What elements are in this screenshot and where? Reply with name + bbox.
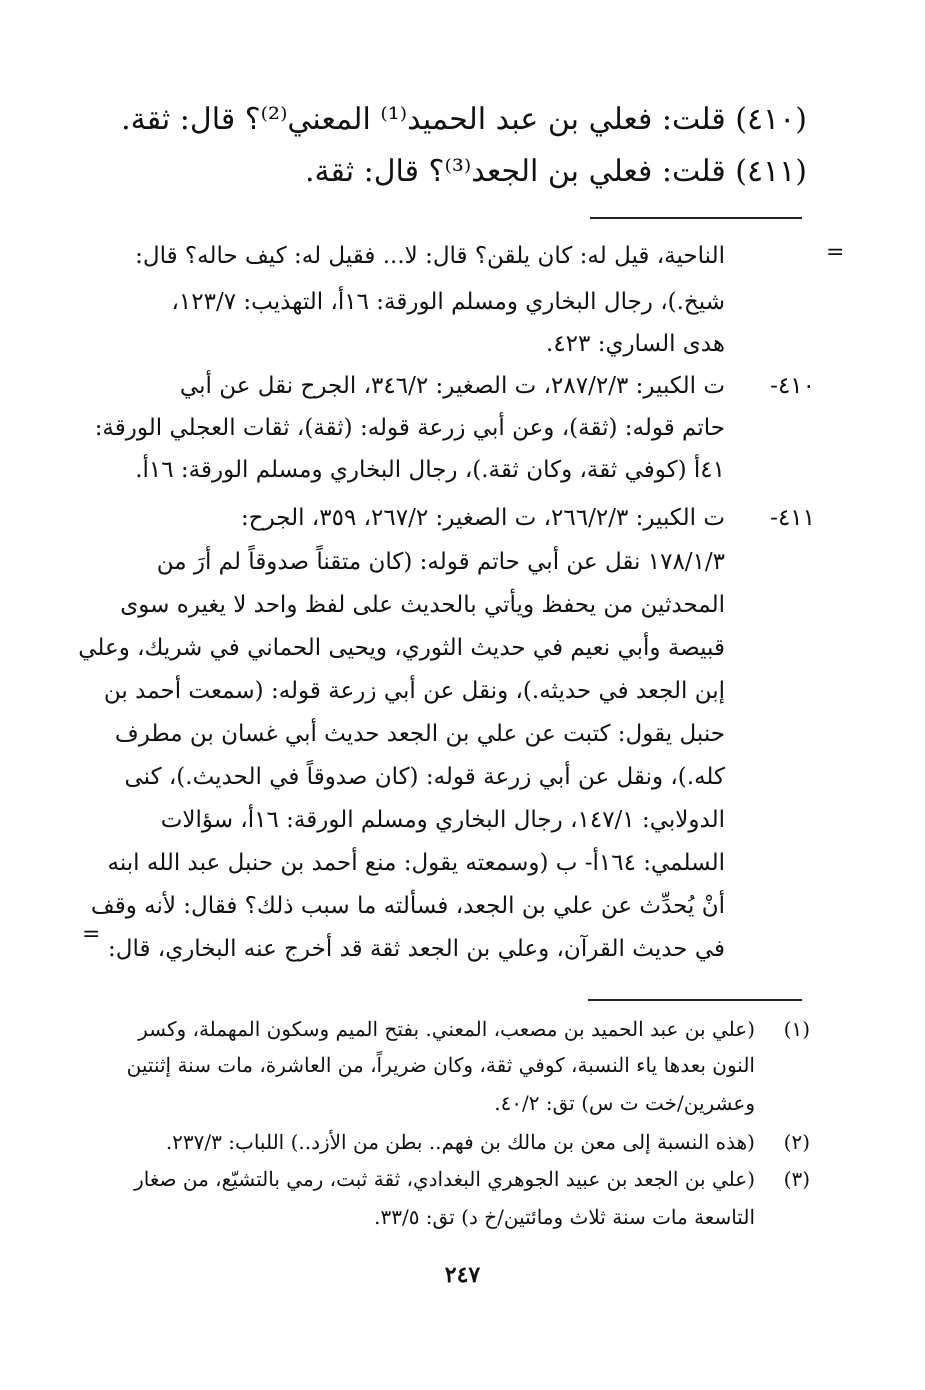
note-411-line-7: كله.)، ونقل عن أبي زرعة قوله: (كان صدوقاً في الحديث.)، كنى <box>124 764 725 790</box>
footnote-1-line-1: (علي بن عبد الحميد بن مصعب، المعني. بفتح الميم وسكون المهملة، وكسر <box>138 1017 755 1041</box>
note-411-line-6: حنبل يقول: كتبت عن علي بن الجعد حديث أبي غسان بن مطرف <box>114 721 725 747</box>
footnote-3-line-1: (علي بن الجعد بن عبيد الجوهري البغدادي، ثقة ثبت، رمي بالتشيّع، من صغار <box>134 1167 755 1191</box>
continuation-mark-bottom: = <box>82 922 101 947</box>
note-410-line-2: حاتم قوله: (ثقة)، وعن أبي زرعة قوله: (ثقة)، ثقات العجلي الورقة: <box>94 415 725 441</box>
footnote-1-line-2: النون بعدها ياء النسبة، كوفي ثقة، وكان ضريراً، من العاشرة، مات سنة إثنتين <box>126 1053 755 1077</box>
note-411-line-11: في حديث القرآن، وعلي بن الجعد ثقة قد أخرج عنه البخاري، قال: <box>108 936 725 962</box>
note-411-line-3: المحدثين من يحفظ ويأتي بالحديث على لفظ واحد لا يغيره سوى <box>120 592 725 618</box>
carry-line-2: شيخ.)، رجال البخاري ومسلم الورقة: ١٦أ، التهذيب: ١٢٣/٧، <box>171 289 725 315</box>
note-410-label: ٤١٠- <box>770 373 815 399</box>
question-410: (٤١٠) قلت: فعلي بن عبد الحميد⁽¹⁾ المعني⁽²⁾؟ قال: ثقة. <box>121 102 807 137</box>
footnote-2-label: (٢) <box>783 1130 810 1154</box>
note-410-line-1: ت الكبير: ٢٨٧/٢/٣، ت الصغير: ٣٤٦/٢، الجرح نقل عن أبي <box>179 373 725 399</box>
carry-line-3: هدى الساري: ٤٢٣. <box>546 331 725 357</box>
note-411-line-8: الدولابي: ١٤٧/١، رجال البخاري ومسلم الورقة: ١٦أ، سؤالات <box>160 807 725 833</box>
footnote-1-line-3: وعشرين/خت ت س) تق: ٤٠/٢. <box>494 1091 755 1115</box>
note-411-line-9: السلمي: ١٦٤أ- ب (وسمعته يقول: منع أحمد بن حنبل عبد الله ابنه <box>107 850 725 876</box>
note-411-line-5: إبن الجعد في حديثه.)، ونقل عن أبي زرعة قوله: (سمعت أحمد بن <box>103 678 725 704</box>
footnote-3-line-2: التاسعة مات سنة ثلاث ومائتين/خ د) تق: ٣٣/٥. <box>374 1205 755 1229</box>
footnote-1-label: (١) <box>783 1017 810 1041</box>
footnote-3-label: (٣) <box>783 1167 810 1191</box>
note-411-line-1: ت الكبير: ٢٦٦/٢/٣، ت الصغير: ٢٦٧/٢، ٣٥٩، الجرح: <box>240 505 725 531</box>
notes-separator <box>590 217 802 219</box>
note-411-line-10: أنْ يُحدِّث عن علي بن الجعد، فسألته ما سبب ذلك؟ فقال: لأنه وقف <box>90 893 725 919</box>
question-411: (٤١١) قلت: فعلي بن الجعد⁽³⁾؟ قال: ثقة. <box>304 154 807 189</box>
continuation-mark-top: = <box>826 240 845 265</box>
carry-line-1: الناحية، قيل له: كان يلقن؟ قال: لا... فقيل له: كيف حاله؟ قال: <box>135 243 725 269</box>
note-411-line-4: قبيصة وأبي نعيم في حديث الثوري، ويحيى الحماني في شريك، وعلي <box>78 635 725 661</box>
footnote-2-line-1: (هذه النسبة إلى معن بن مالك بن فهم.. بطن من الأزد..) اللباب: ٢٣٧/٣. <box>165 1130 755 1154</box>
note-411-line-2: ١٧٨/١/٣ نقل عن أبي حاتم قوله: (كان متقناً صدوقاً لم أرَ من <box>156 549 725 575</box>
note-410-line-3: ٤١أ (كوفي ثقة، وكان ثقة.)، رجال البخاري ومسلم الورقة: ١٦أ. <box>135 457 725 483</box>
footnote-separator <box>588 999 802 1001</box>
note-411-label: ٤١١- <box>770 505 815 531</box>
page-number: ٢٤٧ <box>444 1262 481 1288</box>
